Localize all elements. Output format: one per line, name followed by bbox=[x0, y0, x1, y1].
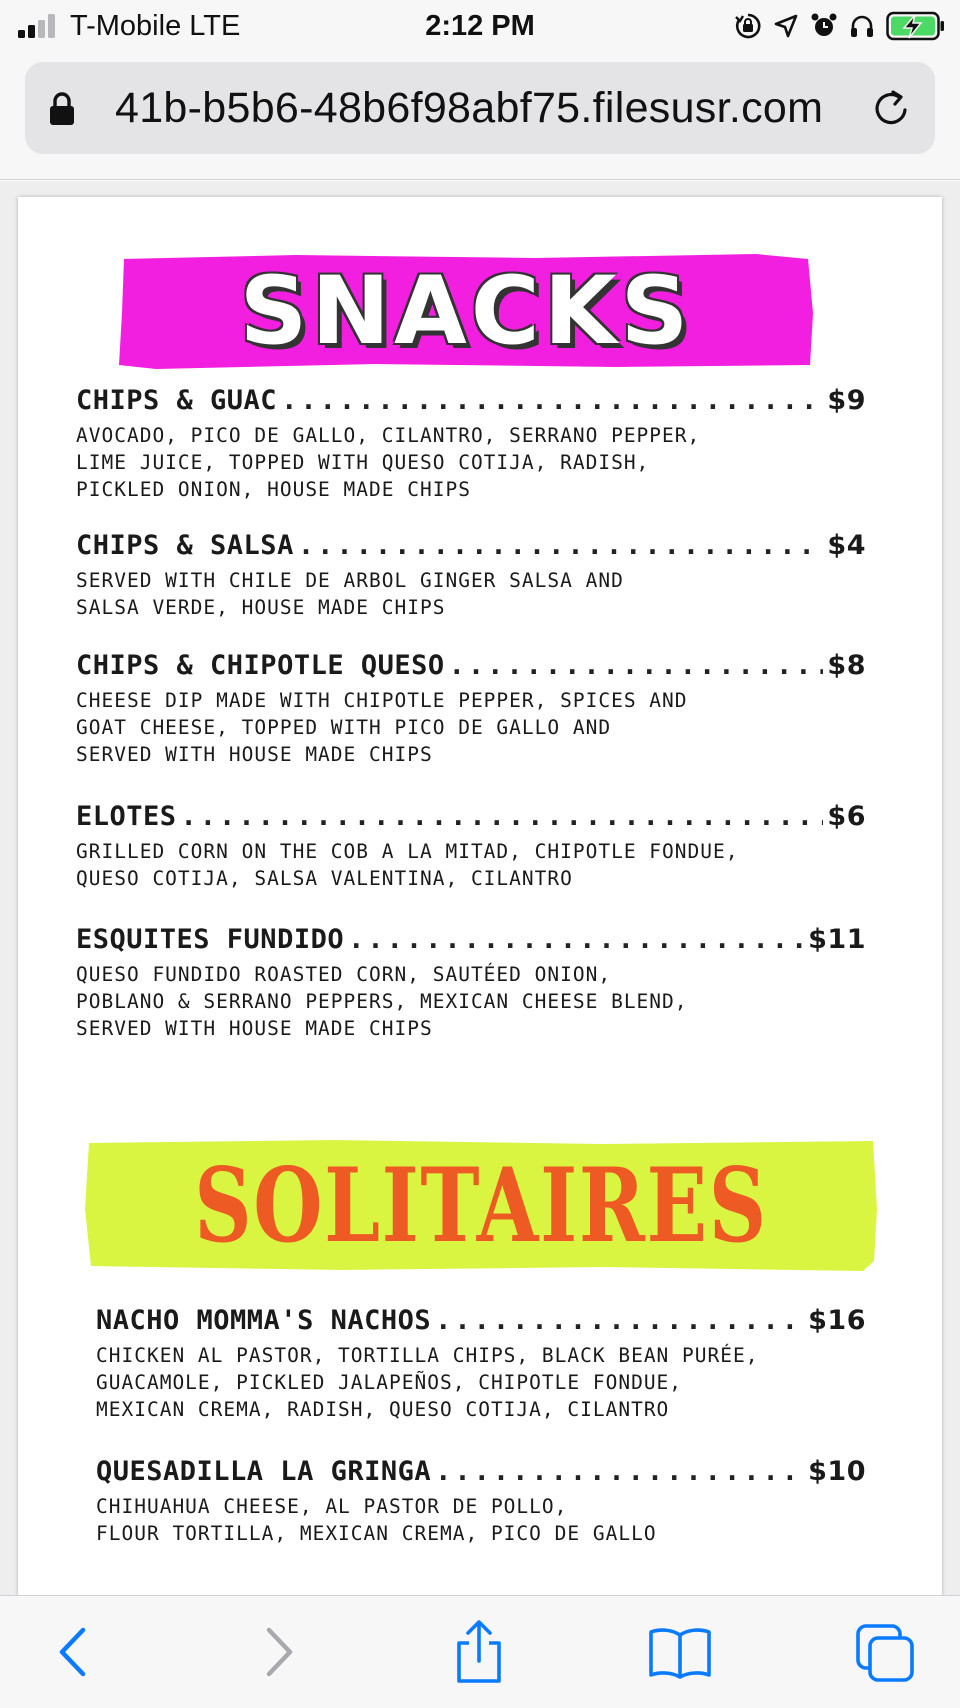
desc-line: FLOUR TORTILLA, MEXICAN CREMA, PICO DE GALLO bbox=[96, 1522, 657, 1545]
item-price: $6 bbox=[827, 801, 866, 832]
item-price: $16 bbox=[808, 1305, 866, 1336]
status-time: 2:12 PM bbox=[425, 10, 535, 42]
desc-line: SERVED WITH HOUSE MADE CHIPS bbox=[76, 1017, 433, 1040]
item-name: CHIPS & SALSA bbox=[76, 530, 294, 561]
lock-icon bbox=[49, 92, 75, 126]
snacks-banner bbox=[116, 253, 816, 371]
desc-line: QUESO FUNDIDO ROASTED CORN, SAUTÉED ONION, bbox=[76, 963, 612, 986]
dot-leader bbox=[348, 924, 804, 955]
orientation-lock-icon bbox=[734, 12, 762, 40]
item-description bbox=[76, 422, 866, 503]
desc-line: GRILLED CORN ON THE COB A LA MITAD, CHIPOTLE FONDUE, bbox=[76, 840, 739, 863]
desc-line: SALSA VERDE, HOUSE MADE CHIPS bbox=[76, 596, 446, 619]
forward-icon bbox=[262, 1626, 296, 1678]
desc-line: SERVED WITH HOUSE MADE CHIPS bbox=[76, 743, 433, 766]
item-description bbox=[76, 961, 866, 1042]
dot-leader bbox=[281, 385, 823, 416]
menu-item bbox=[96, 1456, 866, 1547]
tabs-button[interactable] bbox=[850, 1622, 920, 1682]
page-content[interactable] bbox=[0, 181, 960, 1595]
desc-line: MEXICAN CREMA, RADISH, QUESO COTIJA, CILANTRO bbox=[96, 1398, 670, 1421]
bookmarks-icon bbox=[647, 1625, 713, 1679]
url-text[interactable]: 41b-b5b6-48b6f98abf75.filesusr.com bbox=[115, 84, 824, 132]
address-bar[interactable] bbox=[25, 62, 935, 154]
alarm-icon bbox=[810, 12, 838, 40]
forward-button[interactable] bbox=[244, 1622, 314, 1682]
item-description bbox=[76, 838, 866, 892]
menu-item bbox=[96, 1305, 866, 1423]
item-name: QUESADILLA LA GRINGA bbox=[96, 1456, 432, 1487]
share-button[interactable] bbox=[444, 1622, 514, 1682]
item-description bbox=[76, 567, 866, 621]
item-name: CHIPS & GUAC bbox=[76, 385, 278, 416]
dot-leader bbox=[449, 650, 824, 681]
dot-leader bbox=[435, 1305, 804, 1336]
item-name: CHIPS & CHIPOTLE QUESO bbox=[76, 650, 445, 681]
item-description bbox=[96, 1493, 866, 1547]
dot-leader bbox=[435, 1456, 804, 1487]
browser-toolbar bbox=[0, 1595, 960, 1708]
desc-line: CHEESE DIP MADE WITH CHIPOTLE PEPPER, SPICES AND bbox=[76, 689, 688, 712]
carrier-label: T-Mobile LTE bbox=[70, 10, 241, 42]
solitaires-banner bbox=[83, 1139, 879, 1273]
menu-item bbox=[76, 530, 866, 621]
back-button[interactable] bbox=[38, 1622, 108, 1682]
item-price: $8 bbox=[827, 650, 866, 681]
item-price: $9 bbox=[827, 385, 866, 416]
desc-line: AVOCADO, PICO DE GALLO, CILANTRO, SERRANO PEPPER, bbox=[76, 424, 701, 447]
desc-line: QUESO COTIJA, SALSA VALENTINA, CILANTRO bbox=[76, 867, 573, 890]
desc-line: CHIHUAHUA CHEESE, AL PASTOR DE POLLO, bbox=[96, 1495, 568, 1518]
menu-item bbox=[76, 385, 866, 503]
item-name: ELOTES bbox=[76, 801, 177, 832]
item-price: $4 bbox=[827, 530, 866, 561]
tabs-icon bbox=[854, 1622, 916, 1682]
location-icon bbox=[772, 12, 800, 40]
status-icons bbox=[734, 10, 946, 42]
desc-line: GOAT CHEESE, TOPPED WITH PICO DE GALLO AND bbox=[76, 716, 612, 739]
desc-line: CHICKEN AL PASTOR, TORTILLA CHIPS, BLACK BEAN PURÉE, bbox=[96, 1344, 759, 1367]
dot-leader bbox=[298, 530, 824, 561]
back-icon bbox=[56, 1626, 90, 1678]
status-bar bbox=[0, 0, 960, 52]
item-description bbox=[96, 1342, 866, 1423]
desc-line: POBLANO & SERRANO PEPPERS, MEXICAN CHEESE BLEND, bbox=[76, 990, 688, 1013]
share-icon bbox=[451, 1619, 507, 1685]
bookmarks-button[interactable] bbox=[645, 1622, 715, 1682]
item-name: ESQUITES FUNDIDO bbox=[76, 924, 345, 955]
item-name: NACHO MOMMA'S NACHOS bbox=[96, 1305, 432, 1336]
reload-icon[interactable] bbox=[871, 86, 913, 130]
menu-item bbox=[76, 924, 866, 1042]
headphones-icon bbox=[848, 12, 876, 40]
menu-page bbox=[18, 197, 942, 1595]
menu-item bbox=[76, 650, 866, 768]
desc-line: SERVED WITH CHILE DE ARBOL GINGER SALSA AND bbox=[76, 569, 624, 592]
desc-line: GUACAMOLE, PICKLED JALAPEÑOS, CHIPOTLE FONDUE, bbox=[96, 1371, 683, 1394]
menu-item bbox=[76, 801, 866, 892]
battery-charging-icon bbox=[886, 11, 946, 41]
snacks-title: SNACKS bbox=[239, 257, 693, 366]
item-price: $10 bbox=[808, 1456, 866, 1487]
solitaires-title: SOLITAIRES bbox=[194, 1146, 768, 1266]
item-description bbox=[76, 687, 866, 768]
browser-address-area bbox=[0, 52, 960, 180]
desc-line: PICKLED ONION, HOUSE MADE CHIPS bbox=[76, 478, 471, 501]
item-price: $11 bbox=[808, 924, 866, 955]
desc-line: LIME JUICE, TOPPED WITH QUESO COTIJA, RADISH, bbox=[76, 451, 650, 474]
dot-leader bbox=[181, 801, 824, 832]
